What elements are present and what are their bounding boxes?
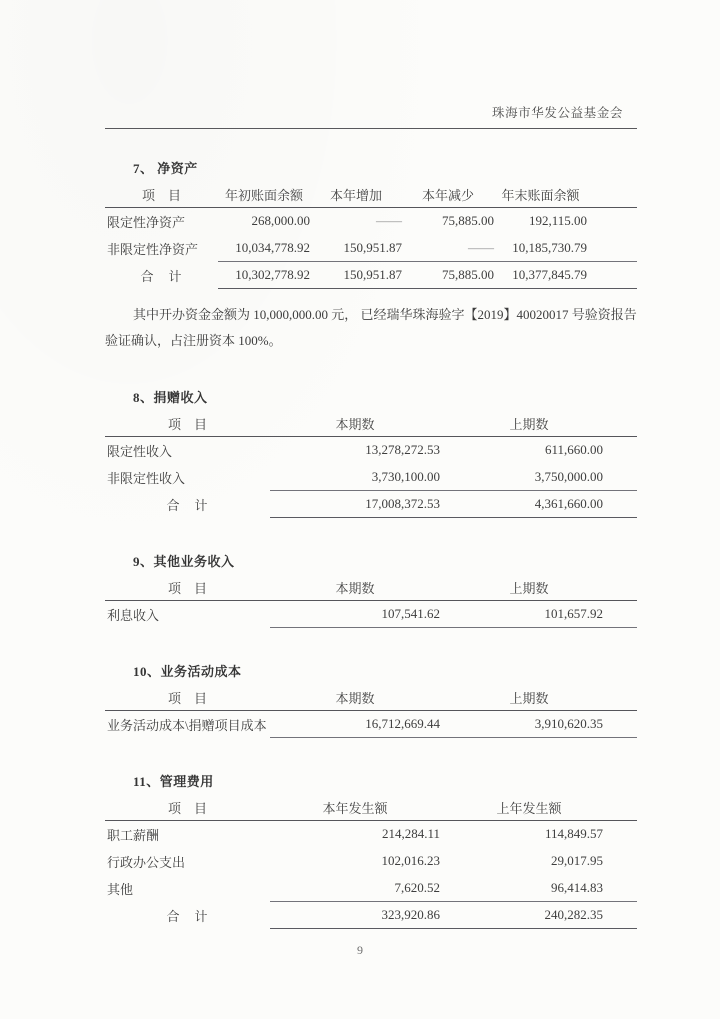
cell-value: 75,885.00 [442, 213, 494, 229]
cell-value: 4,361,660.00 [455, 491, 637, 518]
section-title: 11、管理费用 [133, 774, 214, 789]
column-header: 项 目 [105, 185, 218, 208]
cell-value: 107,541.62 [270, 601, 455, 628]
section-11 [105, 774, 637, 929]
row-label: 合 计 [166, 908, 209, 924]
column-header: 上期数 [455, 414, 637, 437]
column-header: 项 目 [105, 578, 270, 601]
table-row [105, 848, 637, 875]
table-row [105, 208, 637, 235]
page-footer [0, 941, 720, 959]
cell-value: 323,920.86 [270, 902, 455, 929]
cell-value: 150,951.87 [310, 235, 402, 262]
cell-value: —— [376, 213, 402, 229]
row-label: 利息收入 [107, 607, 160, 623]
table-row [105, 875, 637, 902]
column-header: 项 目 [105, 798, 270, 821]
column-header: 上年发生额 [455, 798, 637, 821]
column-header: 本年减少 [402, 185, 494, 208]
table-row [105, 235, 637, 262]
cell-value: 29,017.95 [551, 853, 603, 868]
organization-name: 珠海市华发公益基金会 [491, 106, 623, 120]
table-row [105, 262, 637, 289]
table-header-row [105, 185, 637, 208]
table-9 [105, 578, 637, 628]
cell-value: 268,000.00 [251, 213, 310, 229]
column-header: 项 目 [105, 414, 270, 437]
table-header-row [105, 798, 637, 821]
column-header: 本期数 [270, 688, 455, 711]
cell-value: 13,278,272.53 [365, 442, 440, 458]
cell-value: 7,620.52 [270, 875, 455, 902]
column-header: 项 目 [105, 688, 270, 711]
cell-value: 3,910,620.35 [455, 711, 637, 738]
table-header-row [105, 578, 637, 601]
column-header: 本年增加 [310, 185, 402, 208]
cell-value: 10,034,778.92 [218, 235, 310, 262]
page-number: 9 [357, 943, 363, 957]
cell-value: 10,302,778.92 [218, 262, 310, 289]
column-header: 上期数 [455, 688, 637, 711]
row-label: 限定性收入 [107, 443, 173, 459]
column-header: 年初账面余额 [218, 185, 310, 208]
cell-value: 611,660.00 [544, 442, 603, 458]
cell-value: 10,185,730.79 [494, 235, 637, 262]
row-label: 其他 [107, 881, 134, 897]
section-10 [105, 664, 637, 738]
row-label: 非限定性净资产 [107, 241, 199, 257]
table-row [105, 437, 637, 464]
table-row [105, 821, 637, 848]
cell-value: 3,750,000.00 [455, 464, 637, 491]
section-title: 8、捐赠收入 [133, 390, 208, 405]
cell-value: 150,951.87 [310, 262, 402, 289]
column-header: 上期数 [455, 578, 637, 601]
table-row [105, 601, 637, 628]
cell-value: 10,377,845.79 [494, 262, 637, 289]
column-header: 年末账面余额 [494, 185, 637, 208]
section-8 [105, 390, 637, 518]
row-label: 合 计 [166, 497, 209, 513]
section-title: 7、 净资产 [133, 161, 198, 176]
row-label: 行政办公支出 [107, 854, 186, 870]
row-label: 合 计 [140, 268, 183, 284]
page-header [105, 103, 637, 129]
table-8 [105, 414, 637, 518]
section-title: 9、其他业务收入 [133, 554, 235, 569]
section-9 [105, 554, 637, 628]
cell-value: 3,730,100.00 [270, 464, 455, 491]
cell-value: 96,414.83 [455, 875, 637, 902]
table-row [105, 711, 637, 738]
section-note: 其中开办资金金额为 10,000,000.00 元， 已经瑞华珠海验字【2019】40020017 号验资报告验证确认，占注册资本 100%。 [105, 307, 637, 348]
cell-value: 17,008,372.53 [270, 491, 455, 518]
table-row [105, 464, 637, 491]
cell-value: 101,657.92 [455, 601, 637, 628]
column-header: 本年发生额 [270, 798, 455, 821]
row-label: 职工薪酬 [107, 827, 160, 843]
table-header-row [105, 414, 637, 437]
table-10 [105, 688, 637, 738]
row-label: 非限定性收入 [107, 470, 186, 486]
table-header-row [105, 688, 637, 711]
cell-value: —— [402, 235, 494, 262]
cell-value: 75,885.00 [402, 262, 494, 289]
document-body [105, 161, 637, 929]
table-11 [105, 798, 637, 929]
cell-value: 192,115.00 [528, 213, 587, 229]
column-header: 本期数 [270, 578, 455, 601]
row-label: 业务活动成本\捐赠项目成本 [107, 717, 267, 733]
table-row [105, 491, 637, 518]
cell-value: 102,016.23 [381, 853, 440, 868]
table-7 [105, 185, 637, 289]
cell-value: 16,712,669.44 [270, 711, 455, 738]
section-7 [105, 161, 637, 354]
cell-value: 114,849.57 [544, 826, 603, 842]
table-row [105, 902, 637, 929]
section-title: 10、业务活动成本 [133, 664, 242, 679]
row-label: 限定性净资产 [107, 214, 186, 230]
cell-value: 214,284.11 [381, 826, 440, 842]
cell-value: 240,282.35 [455, 902, 637, 929]
column-header: 本期数 [270, 414, 455, 437]
